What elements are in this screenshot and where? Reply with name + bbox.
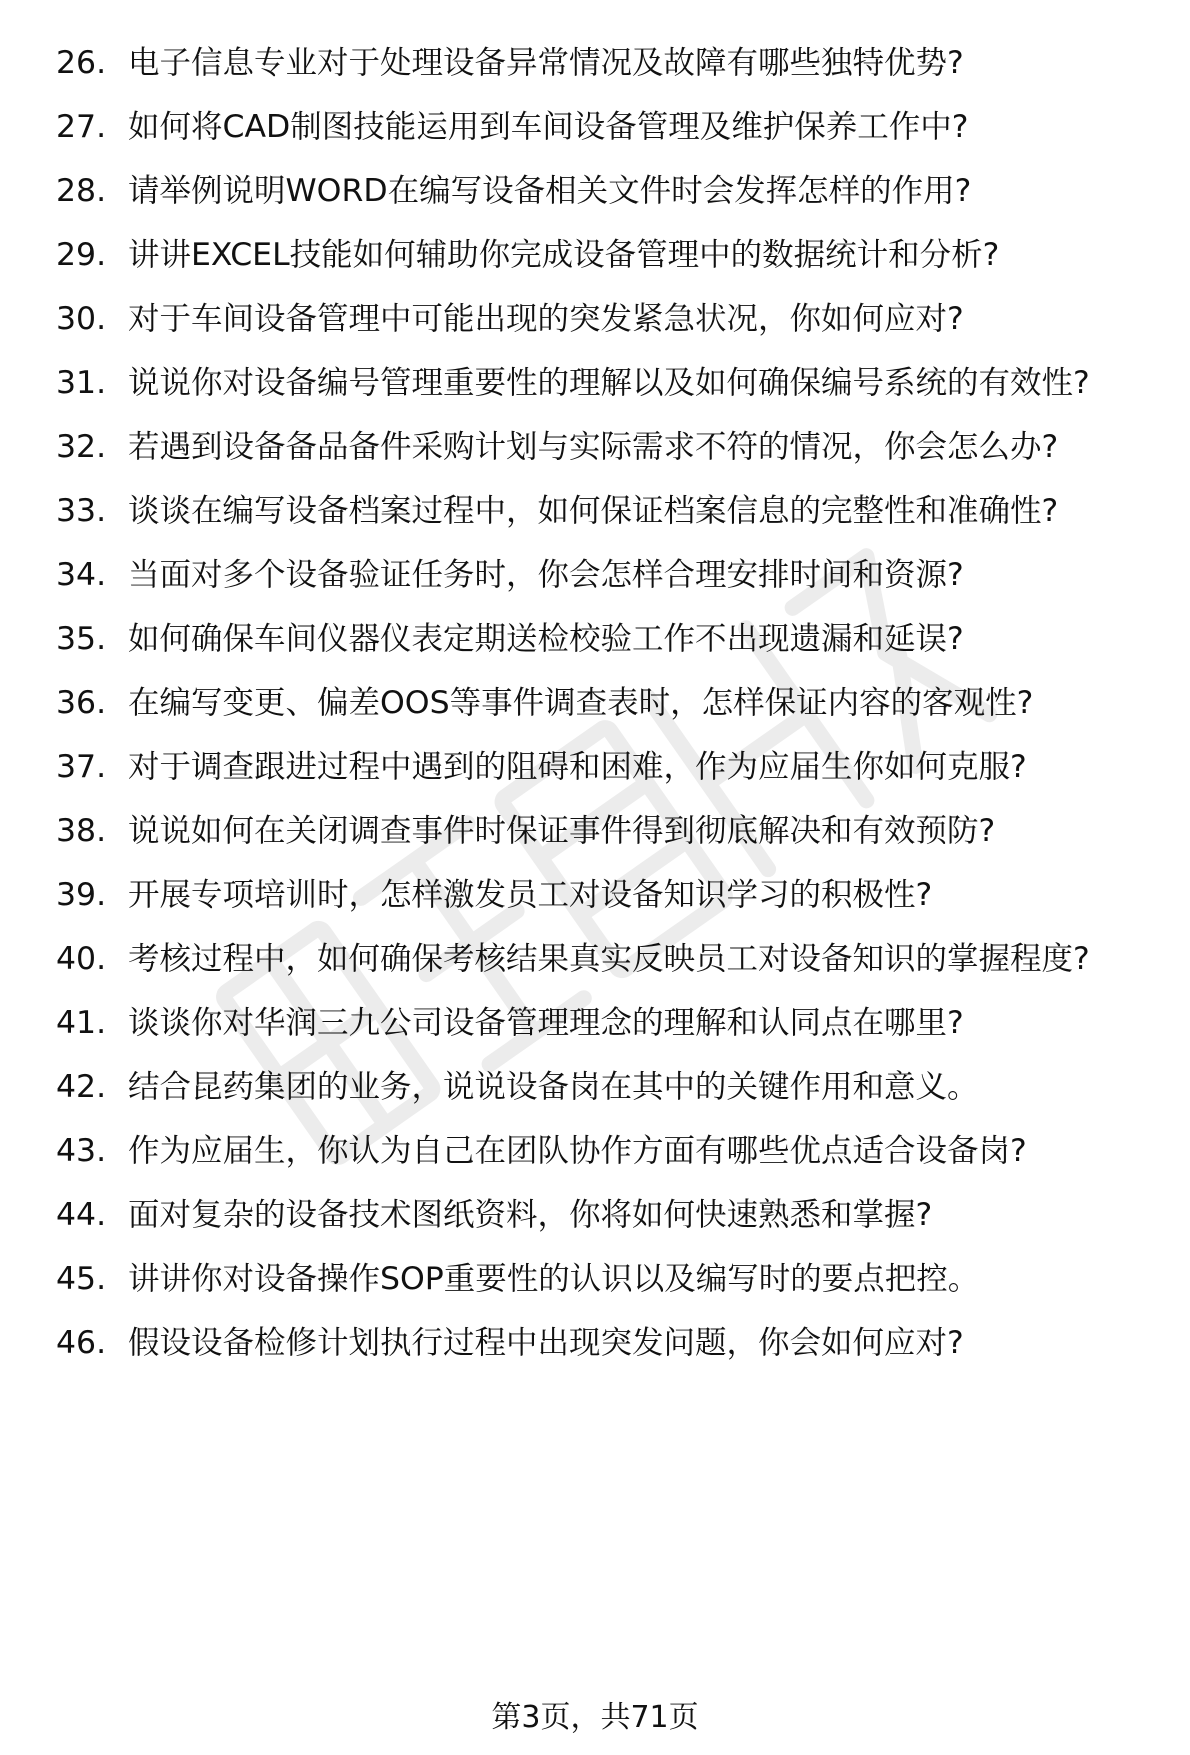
question-number: 26. — [56, 45, 107, 81]
question-text: 如何确保车间仪器仪表定期送检校验工作不出现遗漏和延误? — [128, 621, 964, 657]
question-number: 37. — [56, 749, 107, 785]
question-item — [56, 938, 1156, 981]
question-text: 对于调查跟进过程中遇到的阻碍和困难，作为应届生你如何克服? — [128, 749, 1027, 785]
question-number: 35. — [56, 621, 107, 657]
question-text: 讲讲你对设备操作SOP重要性的认识以及编写时的要点把控。 — [128, 1261, 980, 1297]
question-text: 对于车间设备管理中可能出现的突发紧急状况，你如何应对? — [128, 301, 964, 337]
question-text: 结合昆药集团的业务，说说设备岗在其中的关键作用和意义。 — [128, 1069, 979, 1105]
question-item — [56, 618, 1156, 661]
question-number: 46. — [56, 1325, 107, 1361]
question-number: 42. — [56, 1069, 107, 1105]
question-number: 31. — [56, 365, 107, 401]
question-number: 45. — [56, 1261, 107, 1297]
question-item — [56, 554, 1156, 597]
question-item — [56, 746, 1156, 789]
question-item — [56, 426, 1156, 469]
question-number: 40. — [56, 941, 107, 977]
question-item — [56, 1322, 1156, 1365]
question-number: 36. — [56, 685, 107, 721]
question-text: 如何将CAD制图技能运用到车间设备管理及维护保养工作中? — [128, 109, 969, 145]
question-text: 若遇到设备备品备件采购计划与实际需求不符的情况，你会怎么办? — [128, 429, 1059, 465]
question-number: 38. — [56, 813, 107, 849]
question-number: 30. — [56, 301, 107, 337]
question-item — [56, 106, 1156, 149]
question-number: 29. — [56, 237, 107, 273]
question-text: 当面对多个设备验证任务时，你会怎样合理安排时间和资源? — [128, 557, 964, 593]
question-text: 讲讲EXCEL技能如何辅助你完成设备管理中的数据统计和分析? — [128, 237, 1000, 273]
question-number: 34. — [56, 557, 107, 593]
question-text: 开展专项培训时，怎样激发员工对设备知识学习的积极性? — [128, 877, 933, 913]
question-item — [56, 298, 1156, 341]
question-number: 28. — [56, 173, 107, 209]
question-item — [56, 682, 1156, 725]
question-item — [56, 874, 1156, 917]
question-item — [56, 1194, 1156, 1237]
question-text: 电子信息专业对于处理设备异常情况及故障有哪些独特优势? — [128, 45, 964, 81]
question-number: 27. — [56, 109, 107, 145]
question-text: 面对复杂的设备技术图纸资料，你将如何快速熟悉和掌握? — [128, 1197, 933, 1233]
question-item — [56, 810, 1156, 853]
question-number: 43. — [56, 1133, 107, 1169]
question-text: 谈谈在编写设备档案过程中，如何保证档案信息的完整性和准确性? — [128, 493, 1059, 529]
question-number: 41. — [56, 1005, 107, 1041]
question-item — [56, 490, 1156, 533]
question-text: 请举例说明WORD在编写设备相关文件时会发挥怎样的作用? — [128, 173, 972, 209]
question-text: 说说如何在关闭调查事件时保证事件得到彻底解决和有效预防? — [128, 813, 996, 849]
question-item — [56, 1002, 1156, 1045]
question-number: 39. — [56, 877, 107, 913]
question-item — [56, 1066, 1156, 1109]
question-item — [56, 170, 1156, 213]
question-text: 在编写变更、偏差OOS等事件调查表时，怎样保证内容的客观性? — [128, 685, 1034, 721]
question-number: 33. — [56, 493, 107, 529]
question-text: 假设设备检修计划执行过程中出现突发问题，你会如何应对? — [128, 1325, 964, 1361]
question-text: 考核过程中，如何确保考核结果真实反映员工对设备知识的掌握程度? — [128, 941, 1090, 977]
question-text: 作为应届生，你认为自己在团队协作方面有哪些优点适合设备岗? — [128, 1133, 1027, 1169]
question-number: 44. — [56, 1197, 107, 1233]
question-list — [56, 42, 1156, 1386]
page-footer: 第3页，共71页 — [491, 1700, 699, 1735]
question-number: 32. — [56, 429, 107, 465]
question-text: 谈谈你对华润三九公司设备管理理念的理解和认同点在哪里? — [128, 1005, 964, 1041]
question-item — [56, 42, 1156, 85]
question-item — [56, 1258, 1156, 1301]
question-item — [56, 234, 1156, 277]
question-item — [56, 362, 1156, 405]
question-text: 说说你对设备编号管理重要性的理解以及如何确保编号系统的有效性? — [128, 365, 1090, 401]
question-item — [56, 1130, 1156, 1173]
